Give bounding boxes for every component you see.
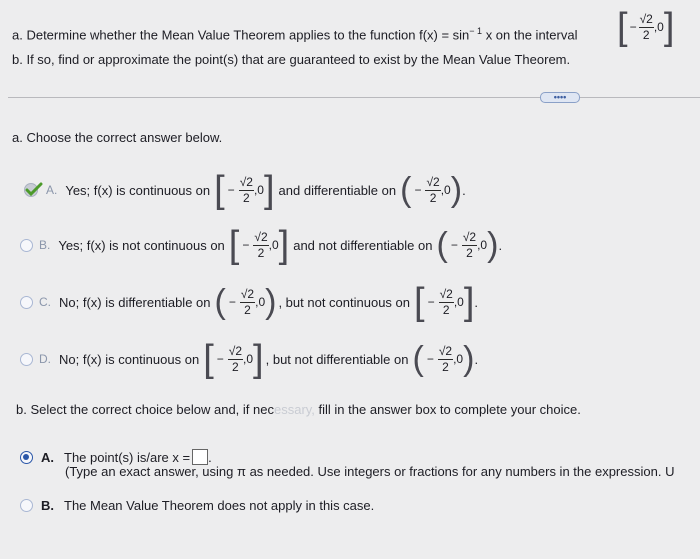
prompt-faded-text: essary, [273,402,315,417]
minus-sign: − [450,238,458,252]
option-c-row[interactable] [20,283,478,321]
right-bracket: ] [263,169,275,211]
interval-label: x on the interval [485,27,578,43]
option-text: The Mean Value Theorem does not apply in this case. [64,498,375,513]
minus-sign: − [427,295,435,309]
fraction-numerator: √2 [438,343,453,358]
right-paren: ) [463,340,475,378]
option-letter: B. [39,238,51,252]
left-bracket: [ [228,224,240,266]
part-a-prompt: a. Choose the correct answer below. [12,130,223,145]
minus-sign: − [228,295,236,309]
option-text: No; f(x) is differentiable on [59,294,211,310]
minus-sign: − [216,352,224,366]
fraction [438,345,453,374]
fraction [240,288,255,317]
radio-button[interactable] [20,296,33,309]
prompt-text: b. Select the correct choice below and, if nec [16,402,274,417]
inverse-superscript: − 1 [469,26,483,36]
option-text: , but not continuous on [278,294,410,310]
interval-closed [229,226,289,264]
minus-sign: − [227,183,235,197]
fraction-denominator: 2 [244,302,251,317]
more-button[interactable]: •••• [540,92,580,103]
question-line-a [12,26,577,42]
fraction [462,231,477,260]
interval-zero: ,0 [243,352,254,366]
left-paren: ( [400,171,412,209]
fraction-denominator: 2 [442,359,449,374]
minus-sign: − [242,238,250,252]
fraction-denominator: 2 [232,359,239,374]
fraction [439,288,454,317]
interval-zero: ,0 [453,352,464,366]
option-text: Yes; f(x) is continuous on [65,182,211,198]
fraction-denominator: 2 [642,27,650,42]
fraction-numerator: √2 [439,286,453,301]
period: . [498,237,503,253]
fraction [639,13,654,42]
fraction [253,231,268,260]
option-a-row[interactable] [22,171,466,209]
option-b-row[interactable] [20,226,502,264]
fraction-numerator: √2 [462,229,477,244]
radio-button[interactable] [20,239,33,252]
divider [8,97,700,98]
option-text: Yes; f(x) is not continuous on [58,237,225,253]
interval-closed [203,340,263,378]
answer-hint: (Type an exact answer, using π as needed. Use integers or fractions for any numbers in the expression. U [65,464,675,479]
option-d-row[interactable] [20,340,478,378]
part-b-option-b[interactable] [20,498,374,513]
left-paren: ( [214,283,226,321]
minus-sign: − [629,20,637,34]
interval-zero: ,0 [453,295,464,309]
checkmark-icon [22,182,44,198]
interval-zero: ,0 [253,183,264,197]
right-bracket: ] [253,338,264,380]
left-bracket: [ [617,6,628,48]
interval-zero: ,0 [440,183,451,197]
period: . [474,294,479,310]
left-paren: ( [436,226,448,264]
option-letter: B. [41,498,54,513]
interval-open [436,228,498,262]
prompt-text: fill in the answer box to complete your choice. [314,402,581,417]
fraction-numerator: √2 [254,229,268,244]
fraction-denominator: 2 [429,190,437,205]
fraction [425,176,440,205]
question-interval [617,8,674,46]
period: . [462,182,466,198]
fraction-denominator: 2 [242,190,250,205]
option-text: and differentiable on [278,182,397,198]
radio-button-selected[interactable] [20,451,33,464]
fraction-numerator: √2 [228,343,243,358]
radio-button[interactable] [20,499,33,512]
period: . [208,449,212,465]
fraction-numerator: √2 [639,11,653,26]
question-line-b: b. If so, find or approximate the point(s) that are guaranteed to exist by the Mean Value Theorem. [12,52,571,67]
interval-open [412,342,474,376]
left-bracket: [ [414,281,425,323]
question-function-text: a. Determine whether the Mean Value Theorem applies to the function f(x) = sin [12,27,470,43]
interval-zero: ,0 [255,295,266,309]
period: . [474,351,479,367]
option-letter: A. [41,449,54,465]
fraction-numerator: √2 [240,286,255,301]
part-b-option-a[interactable] [20,449,212,465]
option-text: The point(s) is/are x = [64,449,191,465]
fraction-numerator: √2 [239,174,253,189]
fraction-denominator: 2 [257,245,265,260]
left-bracket: [ [203,338,214,380]
option-text: and not differentiable on [293,237,433,253]
interval-zero: ,0 [653,20,664,34]
option-letter: C. [39,295,51,309]
right-paren: ) [487,226,499,264]
interval-zero: ,0 [477,238,488,252]
left-paren: ( [412,340,424,378]
option-letter: D. [39,352,51,366]
radio-button[interactable] [20,353,33,366]
part-b-prompt [16,402,581,417]
interval-zero: ,0 [268,238,279,252]
fraction-numerator: √2 [426,174,440,189]
answer-input-box[interactable] [192,449,208,465]
minus-sign: − [426,352,434,366]
option-text: No; f(x) is continuous on [59,351,200,367]
fraction-denominator: 2 [466,245,473,260]
right-bracket: ] [463,281,475,323]
right-paren: ) [450,171,463,209]
left-bracket: [ [214,169,225,211]
option-letter: A. [46,183,58,197]
fraction [228,345,243,374]
interval-closed [414,283,474,321]
interval-open [400,173,462,207]
option-text: , but not differentiable on [265,351,409,367]
right-bracket: ] [663,6,675,48]
right-bracket: ] [278,224,290,266]
minus-sign: − [414,183,422,197]
fraction-denominator: 2 [442,302,450,317]
interval-closed [214,171,274,209]
fraction [239,176,254,205]
right-paren: ) [265,283,277,321]
interval-open [215,285,277,319]
